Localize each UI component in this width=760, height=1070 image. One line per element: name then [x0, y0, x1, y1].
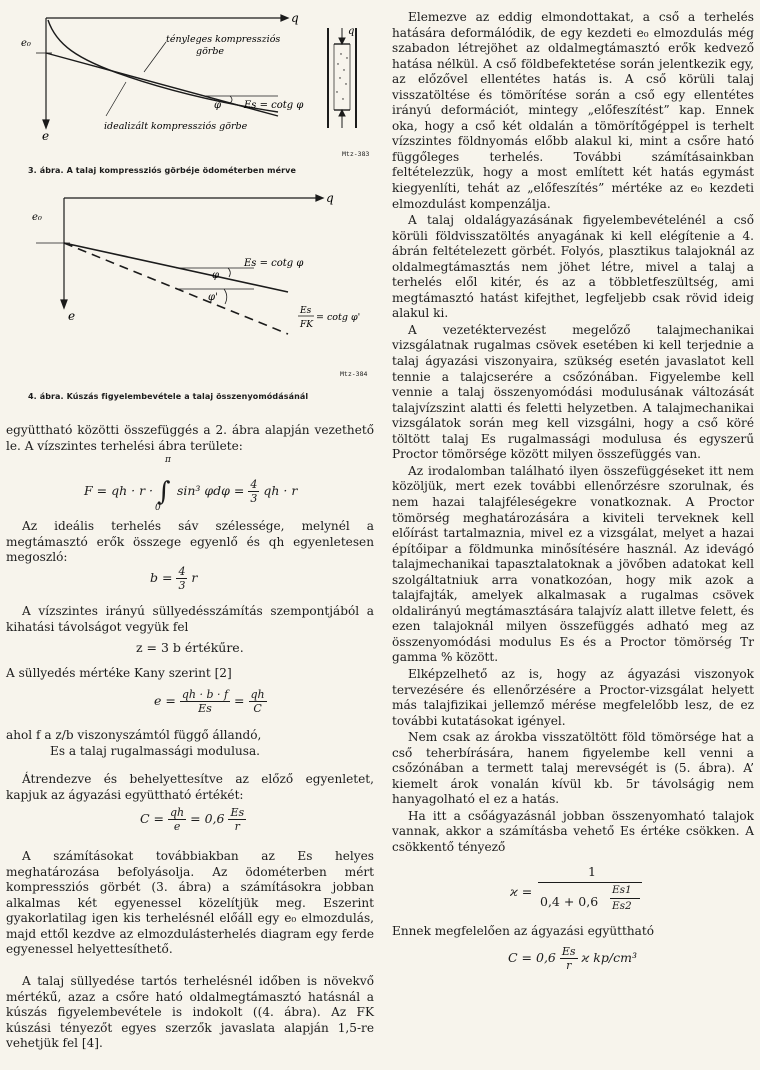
eq-C2-n: Es	[561, 945, 576, 959]
right-paragraph-8: Ennek megfelelően az ágyazási együttható	[392, 923, 654, 938]
figure-3-phi: φ	[214, 100, 222, 111]
eq-C-n2: Es	[230, 806, 245, 819]
eq-C-d2: r	[234, 820, 240, 833]
left-paragraph-1: együttható közötti összefüggés a 2. ábra alapján vezethető le. A vízszintes terhelési ábra területe:	[6, 423, 374, 453]
figure-4-phi: φ	[212, 270, 220, 281]
eq-F-body: sin³ φdφ =	[176, 483, 245, 498]
left-paragraph-8: A talaj süllyedése tartós terhelésnél időben is növekvő mértékű, azaz a csőre ható oldalmegtámasztó hatásnál a kúszás figyelembevétele is indokolt ((4. ábra). Az FK kúszási tényezőt egyes szerzők javaslata alapján 1,5-re vehetjük fel [4].	[6, 974, 374, 1051]
left-paragraph-4: A süllyedés mértéke Kany szerint [2]	[6, 666, 232, 680]
figure-4-number: Mtz-384	[340, 370, 368, 378]
equation-kappa	[392, 860, 754, 924]
eq-e-n2: qh	[250, 688, 265, 701]
equation-e	[154, 688, 267, 715]
eq-k-lhs: ϰ =	[510, 883, 533, 899]
right-paragraph-2: A talaj oldalágyazásának figyelembevételénél a cső körüli földvisszatöltés anyagának ki kell elégítenie a 4. ábrán feltételezett görbét. Folyós, plasztikus talajoknál az oldalmegtámasztás nem jöhet létre, mivel a talaj a terhelés elől kitér, és az a többletfeszültség, ami megtámasztó hatást kifejthet, legfeljebb csak rövid ideig alakul ki.	[392, 213, 754, 321]
eq-k-es1: Es1	[612, 883, 632, 896]
equation-z: z = 3 b értékűre.	[136, 640, 244, 655]
figure-3	[16, 4, 366, 154]
phi-arc	[230, 96, 232, 103]
figure-4-caption: 4. ábra. Kúszás figyelembevétele a talaj összenyomódásánál	[28, 392, 309, 401]
equation-C	[140, 806, 246, 833]
equation-b	[150, 565, 197, 592]
figure-3-axes	[36, 15, 288, 128]
eq-C-lhs: C =	[140, 811, 165, 826]
figure-3-number: Mtz-383	[342, 150, 370, 158]
eq-F-tail: qh · r	[263, 483, 298, 498]
left-paragraph-5b: Es a talaj rugalmassági modulusa.	[50, 744, 261, 758]
eq-C2-lhs: C = 0,6	[508, 950, 556, 966]
right-paragraph-3: A vezetéktervezést megelőző talajmechanikai vizsgálatnak rugalmas csövek esetében ki kell terjednie a talaj ágyazási viszonyaira, szükség esetén javaslatot kell tennie a talajcserére a csőzónában. Figyelembe kell vennie a talaj összenyomódási modulusának változását talajvízszint alatti és feletti helyzetben. A talajmechanikai vizsgálatok során meg kell vizsgálni, hogy a cső köré töltött talaj Es rugalmassági modulusa és egyszerű Proctor tömörsége között milyen összefüggés van.	[392, 322, 754, 462]
right-column	[392, 10, 754, 972]
right-paragraph-4: Az irodalomban található ilyen összefüggéseket itt nem közöljük, mert ezek további ellenőrzésre szorulnak, és nem hazai talajféleségekre vonatkoznak. A Proctor tömörség meghatározására a kiviteli terveknek kell előírást tartalmaznia, mivel ez a vizsgálat, melyet a hazai építőipar a földmunka minősítésére használ. Az idevágó talajmechanikai tapasztalatoknak a jövőben adatokat kell szolgáltatniuk arra vonatkozóan, hogy mik azok a talajfajták, amelyek alkalmasak a rugalmas csövek oldalirányú megtámasztására talajvíz alatt illetve felett, és ezen talajoknál milyen összefüggés adható meg az összenyomódási modulus Es és a Proctor tömörség Tr gamma % között.	[392, 463, 754, 665]
eq-k-den-a: 0,4 + 0,6	[540, 893, 599, 909]
eq-C-d1: e	[173, 820, 181, 833]
eq-e-n1: qh · b · f	[181, 688, 229, 701]
eq-C-mid: = 0,6	[190, 811, 225, 826]
figure-4-eq2-num: Es	[300, 306, 312, 316]
eq-b-n: 4	[178, 565, 186, 578]
figure-3-axis-q: q	[291, 11, 299, 25]
eq-F-lhs: F = qh · r ·	[84, 483, 153, 498]
right-paragraph-6: Nem csak az árokba visszatöltött föld tömörsége hat a cső teherbírására, hanem figyelembe kell venni a csőzónában a termett talaj merevségét is (5. ábra). A’ kiemelt árok vonalán kívül kb. 5r távolságig nem hanyagolható el ez a hatás.	[392, 730, 754, 807]
eq-e-lhs: e =	[154, 693, 176, 708]
eq-C2-d: r	[566, 959, 572, 973]
figure-4	[16, 186, 366, 376]
figure-3-e0: e₀	[21, 38, 31, 49]
figure-3-caption: 3. ábra. A talaj kompressziós görbéje ödométerben mérve	[28, 166, 296, 175]
left-paragraph-7: A számításokat továbbiakban az Es helyes meghatározása befolyásolja. Az ödométerben mért kompressziós görbét (3. ábra) a számításokra jobban alkalmas két egyenessel közelítjük meg. Eszerint gyakorlatilag igen kis terhelésnél előáll egy e₀ elmozdulás, majd ettől kezdve az elmozdulásterhelés diagram egy ferde egyenessel helyettesíthető.	[6, 849, 374, 957]
eq-e-mid: =	[234, 693, 245, 708]
figure-4-axis-q: q	[326, 191, 334, 205]
figure-3-label-ideal: idealizált kompressziós görbe	[104, 121, 248, 132]
figure-4-eq2-den: FK	[300, 320, 313, 330]
eq-F-frac-d: 3	[250, 492, 258, 505]
figure-4-eq1: Es = cotg φ	[244, 258, 304, 269]
right-paragraph-5: Elképzelhető az is, hogy az ágyazási viszonyok tervezésére és ellenőrzésére a Proctor-vizsgálat helyett más talajfizikai jellemző mérése megfelelőbb lesz, de ez további kutatásokat igényel.	[392, 666, 754, 728]
eq-k-num: 1	[588, 863, 596, 879]
eq-k-es2: Es2	[612, 899, 632, 912]
eq-F-int-upper: π	[164, 454, 171, 465]
left-paragraph-3: A vízszintes irányú süllyedésszámítás szempontjából a kihatási távolságot vegyük fel	[6, 604, 374, 634]
eq-C2-tail: ϰ kp/cm³	[581, 950, 637, 966]
right-paragraph-7: Ha itt a csőágyazásnál jobban összenyomható talajok vannak, akkor a számításba vehető Es értéke csökken. A csökkentő tényező	[392, 808, 754, 854]
figure-4-phi-prime: φ'	[208, 292, 218, 303]
eq-C-n1: qh	[170, 806, 185, 819]
left-paragraph-6: Átrendezve és behelyettesítve az előző egyenletet, kapjuk az ágyazási együttható értékét:	[6, 772, 374, 802]
right-paragraph-1: Elemezve az eddig elmondottakat, a cső a terhelés hatására deformálódik, de egy kezdeti e₀ elmozdulás még szabadon létrejöhet az oldalmegtámasztó erők kedvező hatása nélkül. A cső földbefektetése során jelentkezik egy, az előzővel ellentétes hatás is. A cső körüli talaj visszatöltése és tömörítése során a cső egy ellentétes irányú deformációt, mintegy „előfeszítést” kap. Ennek oka, hogy a cső két oldalán a tömörítőgéppel is terhelt vízszintes földnyomás előbb alakul ki, mint a csőre ható függőleges terhelés. További számításainkban feltételezzük, hogy a most említett két hatás egymást kiegyenlíti, tehát az „előfeszítés” mértéke az e₀ kezdeti elmozdulást kompenzálja.	[392, 10, 754, 211]
equation-C2	[508, 945, 754, 972]
eq-F-frac-n: 4	[250, 478, 258, 491]
eq-F-int-lower: 0	[154, 502, 161, 513]
eq-b-d: 3	[178, 579, 186, 592]
figure-3-label-actual-2: görbe	[196, 46, 225, 57]
eq-b-tail: r	[191, 570, 198, 585]
figure-3-label-actual-1: tényleges kompressziós	[166, 34, 281, 45]
equation-F: F = qh · r · π ∫ 0 sin³ φdφ = $\frac{4}{3}$ qh · r	[84, 454, 298, 513]
creep-line	[64, 243, 288, 334]
figure-4-e0: e₀	[32, 212, 42, 223]
oedometer-sketch	[328, 28, 356, 128]
eq-e-d1: Es	[198, 702, 212, 715]
left-paragraph-2: Az ideális terhelés sáv szélessége, melynél a megtámasztó erők összege egyenlő és qh egyenletesen megoszló:	[6, 519, 374, 565]
left-paragraph-5a: ahol f a z/b viszonyszámtól függő állandó,	[6, 728, 262, 742]
oedometer-q-label: q	[348, 26, 355, 37]
figure-3-eq: Es = cotg φ	[244, 100, 304, 111]
eq-b-lhs: b =	[150, 570, 173, 585]
figure-4-eq2-rhs: = cotg φ'	[316, 312, 361, 323]
figure-3-axis-e: e	[42, 129, 50, 143]
eq-e-d2: C	[253, 702, 262, 715]
figure-4-axis-e: e	[68, 309, 76, 323]
